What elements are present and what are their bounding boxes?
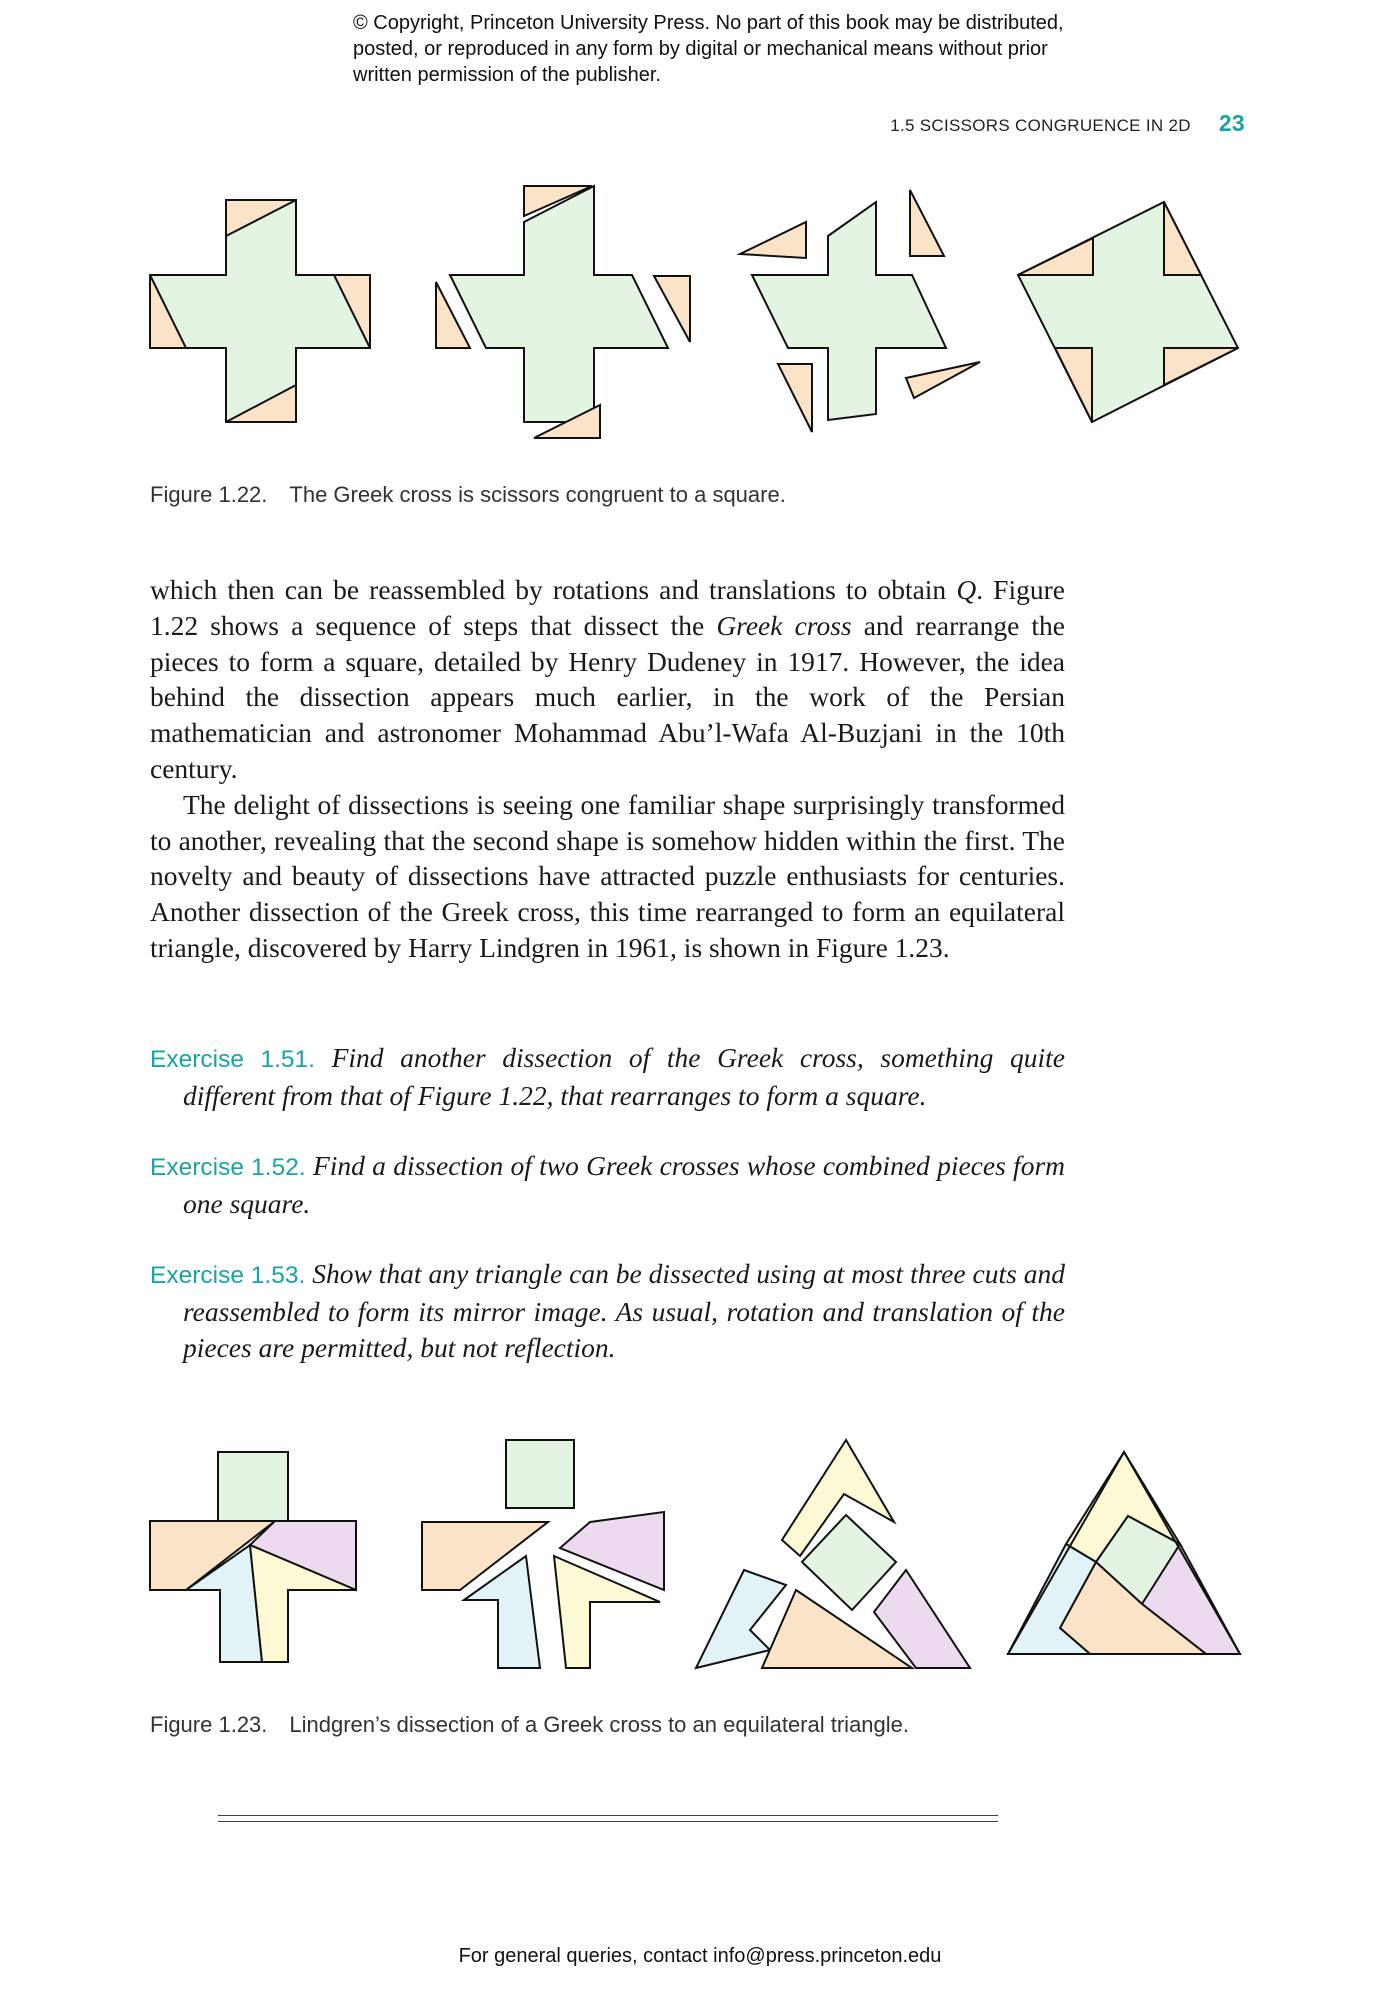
exercise-label: Exercise 1.51. — [150, 1046, 315, 1073]
figure-1-22 — [0, 170, 1400, 450]
fig22-square — [1018, 202, 1238, 422]
paragraph-2: The delight of dissections is seeing one familiar shape surprisingly transformed to another, revealing that the second shape is somehow hidden within the first. The novelty and beauty of dissections have attracted puzzle enthusiasts for centuries. Another dissection of the Greek cross, this time rearranged to form an equilateral triangle, discovered by Harry Lindgren in 1961, is shown in Figure 1.23. — [150, 788, 1065, 963]
fig22-square-corner — [1164, 348, 1238, 385]
figure-1-23-caption: Figure 1.23. Lindgren’s dissection of a Greek cross to an equilateral triangle. — [150, 1712, 910, 1737]
exercise-text: Show that any triangle can be dissected using at most three cuts and reassembled to form its mirror image. As usual, rotation and translation of the pieces are permitted, but not reflection. — [183, 1258, 1066, 1363]
fig23-panel-triangle — [1008, 1452, 1240, 1654]
running-head — [890, 110, 1245, 137]
fig23-green-square — [218, 1452, 288, 1521]
fig22-panel-rotating — [740, 190, 980, 432]
fig22-rotated-triangle — [910, 190, 944, 256]
section-title: 1.5 SCISSORS CONGRUENCE IN 2D — [890, 116, 1191, 135]
figure-1-23 — [0, 1430, 1400, 1680]
page-number: 23 — [1218, 110, 1245, 136]
fig23-panel-assembling — [696, 1440, 970, 1668]
exercise-text: Find a dissection of two Greek crosses whose combined pieces form one square. — [183, 1150, 1066, 1219]
fig22-square-corner — [1164, 202, 1201, 275]
exercise-1-52 — [150, 1148, 1065, 1222]
fig23-panel-cross — [150, 1452, 356, 1662]
body-text — [150, 572, 1065, 966]
fig22-rotated-triangle — [778, 364, 812, 432]
fig22-panel-exploded — [436, 186, 690, 438]
copyright-notice: © Copyright, Princeton University Press. No part of this book may be distributed, posted, or reproduced in any form by digital or mechanical means without prior written permission of the publisher. — [353, 12, 1064, 86]
fig22-square-corner — [1018, 238, 1093, 275]
footer-contact: For general queries, contact info@press.princeton.edu — [458, 1945, 942, 1967]
exercise-label: Exercise 1.52. — [150, 1154, 306, 1181]
figure-1-22-caption: Figure 1.22. The Greek cross is scissors congruent to a square. — [150, 482, 786, 507]
fig22-panel-square — [1018, 202, 1238, 422]
fig23-panel-exploded — [422, 1440, 664, 1668]
fig22-rotated-triangle — [906, 362, 980, 398]
footer-rule — [218, 1821, 998, 1822]
fig22-center-piece — [450, 186, 668, 422]
footer-rule — [218, 1815, 998, 1816]
exercise-1-51 — [150, 1040, 1065, 1114]
exercise-label: Exercise 1.53. — [150, 1262, 306, 1289]
exercise-1-53 — [150, 1256, 1065, 1365]
fig22-cross-body — [150, 200, 370, 422]
fig23-green-square — [506, 1440, 574, 1508]
fig22-panel-cross — [150, 200, 370, 422]
fig22-square-corner — [1055, 348, 1092, 422]
exercise-text: Find another dissection of the Greek cross, something quite different from that of Figure 1.22, that rearranges to form a square. — [183, 1042, 1066, 1111]
paragraph-1: which then can be reassembled by rotations and translations to obtain Q. Figure 1.22 shows a sequence of steps that dissect the Greek cross and rearrange the pieces to form a square, detailed by Henry Dudeney in 1917. However, the idea behind the dissection appears much earlier, in the work of the Persian mathematician and astronomer Mohammad Abu’l-Wafa Al-Buzjani in the 10th century. — [150, 574, 1065, 784]
fig22-rotated-triangle — [740, 222, 806, 258]
